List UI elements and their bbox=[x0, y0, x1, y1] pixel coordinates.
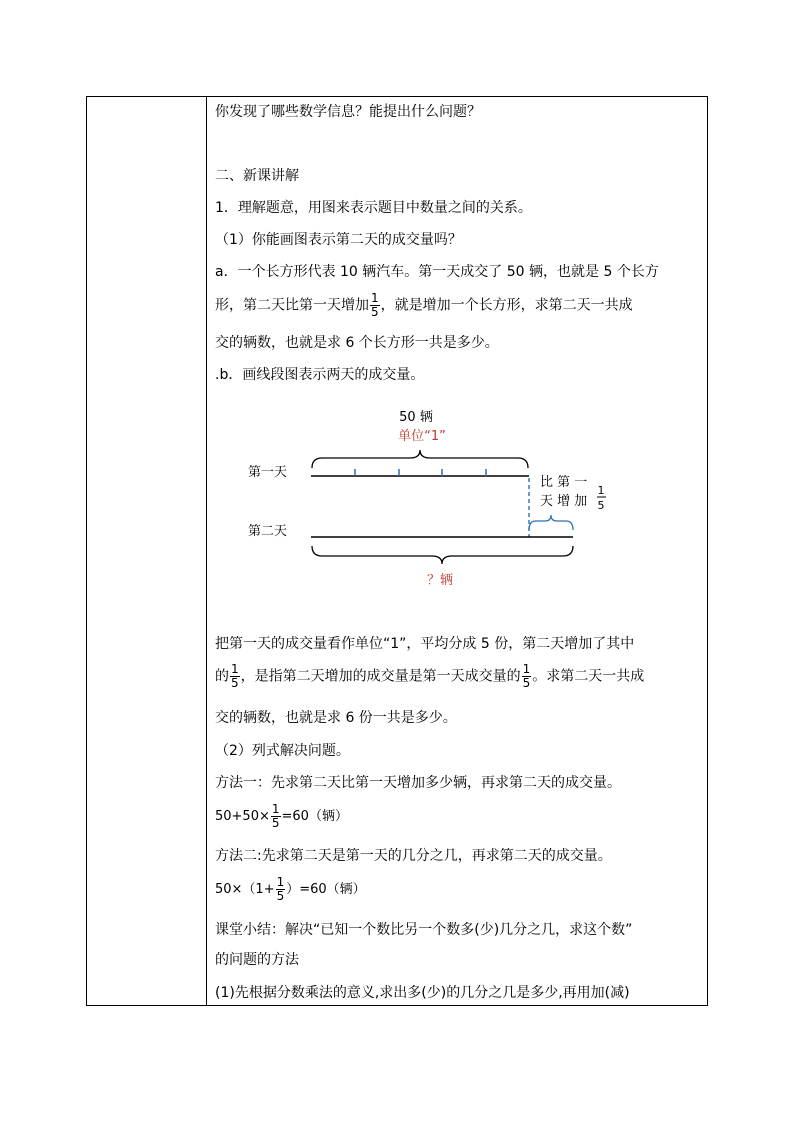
text-line: （2）列式解决问题。 bbox=[215, 743, 350, 759]
text-line: 交的辆数，也就是求 6 份一共是多少。 bbox=[215, 710, 457, 726]
compare-label: 比 第 一 bbox=[540, 475, 588, 490]
unit-label: 单位“1” bbox=[398, 429, 446, 444]
text-line: a．一个长方形代表 10 辆汽车。第一天成交了 50 辆，也就是 5 个长方 bbox=[215, 264, 659, 280]
fraction-den: 5 bbox=[597, 499, 605, 512]
increase-brace bbox=[529, 515, 573, 530]
text-line bbox=[215, 663, 644, 690]
text-segment: 的 bbox=[215, 668, 229, 685]
text-line: 的问题的方法 bbox=[215, 952, 299, 968]
text-segment: ，是指第二天增加的成交量是第一天成交量的 bbox=[240, 668, 521, 685]
text-line: 方法二:先求第二天是第一天的几分之几，再求第二天的成交量。 bbox=[215, 848, 612, 864]
text-segment: 50+50× bbox=[215, 809, 270, 824]
text-segment: 50×（1+ bbox=[215, 882, 275, 897]
text-segment: ，就是增加一个长方形，求第二天一共成 bbox=[380, 297, 633, 314]
fraction: $\frac{1}{5}$ bbox=[231, 662, 239, 690]
text-line: 你发现了哪些数学信息？能提出什么问题？ bbox=[215, 104, 481, 120]
text-segment: 。求第二天一共成 bbox=[532, 668, 645, 685]
fraction: $\frac{1}{5}$ bbox=[276, 875, 285, 903]
formula-line bbox=[215, 876, 366, 903]
section-heading: 二、新课讲解 bbox=[215, 168, 299, 184]
text-line: 把第一天的成交量看作单位“1”，平均分成 5 份，第二天增加了其中 bbox=[215, 636, 635, 652]
text-line: .b．画线段图表示两天的成交量。 bbox=[215, 367, 425, 383]
text-line: 课堂小结：解决“已知一个数比另一个数多(少)几分之几，求这个数” bbox=[215, 922, 633, 938]
tick-marks bbox=[355, 469, 486, 476]
text-line: (1)先根据分数乘法的意义,求出多(少)的几分之几是多少,再用加(减) bbox=[215, 985, 630, 1001]
top-brace bbox=[312, 450, 528, 468]
text-line: （1）你能画图表示第二天的成交量吗？ bbox=[215, 232, 462, 248]
fraction: $\frac{1}{5}$ bbox=[522, 662, 531, 690]
fraction: $\frac{1}{5}$ bbox=[371, 291, 379, 319]
fraction-num: 1 bbox=[597, 484, 605, 497]
total-label: 50 辆 bbox=[399, 410, 433, 425]
text-segment: ）=60（辆） bbox=[286, 882, 366, 897]
fraction: $\frac{1}{5}$ bbox=[271, 802, 280, 830]
question-label: ？辆 bbox=[426, 573, 454, 588]
text-line: 交的辆数，也就是求 6 个长方形一共是多少。 bbox=[215, 335, 499, 351]
text-segment: =60（辆） bbox=[281, 809, 348, 824]
compare-label: 天 增 加 bbox=[540, 494, 588, 509]
formula-line bbox=[215, 803, 348, 830]
day2-label: 第二天 bbox=[248, 524, 288, 539]
text-line: 方法一：先求第二天比第一天增加多少辆，再求第二天的成交量。 bbox=[215, 775, 621, 791]
bottom-brace bbox=[312, 546, 573, 564]
text-line: 1．理解题意，用图来表示题目中数量之间的关系。 bbox=[215, 200, 532, 216]
day1-label: 第一天 bbox=[248, 465, 288, 480]
text-segment: 形，第二天比第一天增加 bbox=[215, 297, 369, 314]
